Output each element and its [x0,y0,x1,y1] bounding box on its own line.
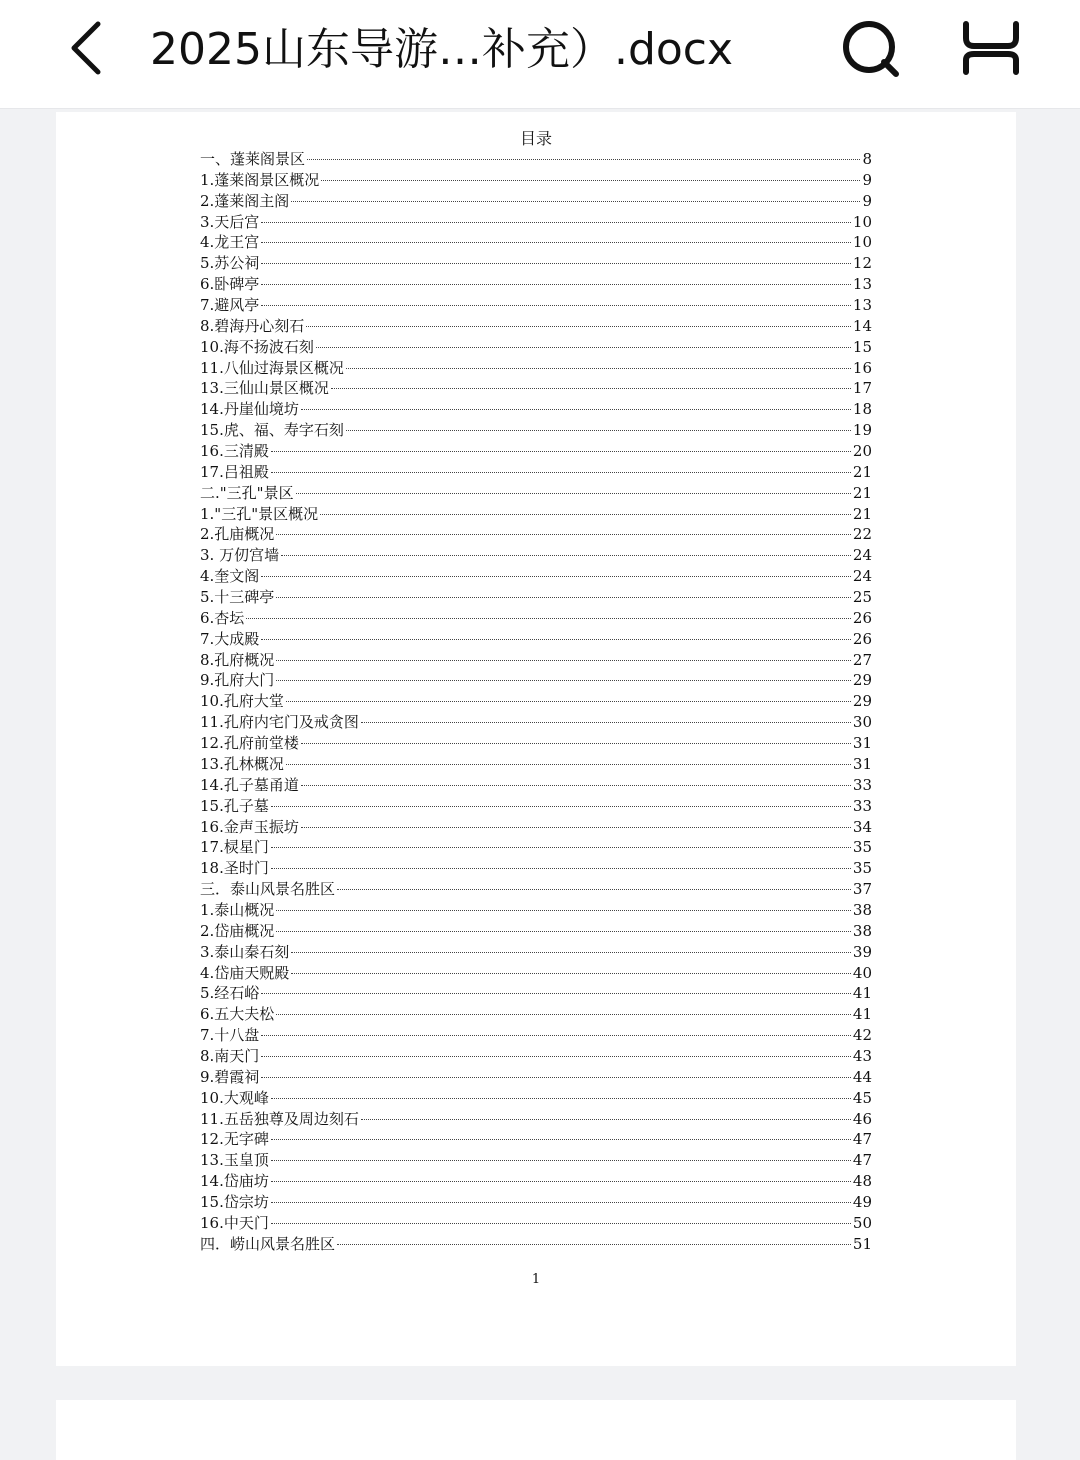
toc-entry[interactable] [200,565,872,586]
toc-dot-leader [316,347,851,348]
toc-entry-title: 10.大观峰 [200,1088,269,1107]
toc-entry[interactable] [200,169,872,190]
toc-entry[interactable] [200,294,872,315]
toc-entry-page: 9 [862,191,872,210]
toc-entry-page: 26 [852,629,872,648]
toc-dot-leader [291,973,851,974]
toc-entry[interactable] [200,607,872,628]
toc-entry-page: 31 [852,734,872,753]
toc-entry-page: 13 [852,275,872,294]
toc-entry-title: 4.岱庙天贶殿 [200,963,290,982]
toc-entry-page: 43 [852,1046,872,1065]
toc-dot-leader [271,1223,851,1224]
toc-entry[interactable] [200,315,872,336]
toc-entry-page: 29 [852,692,872,711]
toc-entry-title: 一、蓬莱阁景区 [200,150,306,168]
toc-entry-page: 42 [852,1026,872,1045]
toc-entry[interactable] [200,398,872,419]
toc-entry-title: 13.孔林概况 [200,754,284,773]
toc-dot-leader [261,1077,851,1078]
toc-entry-page: 41 [852,984,872,1003]
toc-entry-title: 13.玉皇顶 [200,1151,269,1170]
toc-entry[interactable] [200,1212,872,1233]
toc-entry[interactable] [200,878,872,899]
toc-entry-title: 6.卧碑亭 [200,275,260,294]
toc-entry-page: 41 [852,1005,872,1024]
toc-entry-title: 8.南天门 [200,1046,260,1065]
toc-dot-leader [291,201,860,202]
toc-entry-page: 16 [852,358,872,377]
toc-dot-leader [271,1202,851,1203]
toc-entry-title: 5.经石峪 [200,984,260,1003]
toc-dot-leader [346,430,851,431]
toc-entry-title: 6.杏坛 [200,608,245,627]
toc-entry[interactable] [200,1233,872,1254]
toc-heading: 目录 [519,129,552,148]
chevron-left-icon [62,18,114,78]
toc-entry-title: 3.泰山秦石刻 [200,942,290,961]
toc-entry-title: 15.岱宗坊 [200,1192,269,1211]
toc-entry-title: 2.孔庙概况 [200,525,275,544]
toc-entry-title: 1.蓬莱阁景区概况 [200,170,320,189]
toc-entry-title: 3.天后宫 [200,212,260,231]
toc-entry-page: 26 [852,608,872,627]
toc-entry-title: 5.苏公祠 [200,254,260,273]
toc-entry[interactable] [200,231,872,252]
toc-entry[interactable] [200,523,872,544]
toc-entry[interactable] [200,273,872,294]
toc-entry[interactable] [200,377,872,398]
toc-entry-title: 13.三仙山景区概况 [200,379,329,398]
toc-entry-page: 38 [852,900,872,919]
toc-entry-title: 9.碧霞祠 [200,1067,260,1086]
toc-entry[interactable] [200,857,872,878]
toc-entry-page: 18 [852,400,872,419]
toc-entry-title: 9.孔府大门 [200,671,275,690]
toc-dot-leader [301,743,851,744]
toc-entry-page: 12 [852,254,872,273]
toc-dot-leader [261,1035,851,1036]
toc-dot-leader [261,576,851,577]
toc-entry-page: 33 [852,796,872,815]
toc-dot-leader [331,388,851,389]
toc-dot-leader [261,1056,851,1057]
toc-entry-page: 31 [852,754,872,773]
toc-entry[interactable] [200,419,872,440]
toc-entry-page: 39 [852,942,872,961]
toc-entry-page: 21 [852,483,872,502]
toc-entry-title: 4.龙王宫 [200,233,260,252]
toc-entry[interactable] [200,440,872,461]
toc-entry-title: 6.五大夫松 [200,1005,275,1024]
toc-entry-page: 44 [852,1067,872,1086]
toc-entry-title: 17.棂星门 [200,838,269,857]
toc-entry-page: 47 [852,1151,872,1170]
toc-entry[interactable] [200,1024,872,1045]
toc-entry-title: 8.孔府概况 [200,650,275,669]
toc-entry-page: 14 [852,316,872,335]
toc-entry-title: 17.吕祖殿 [200,462,269,481]
toc-entry-page: 30 [852,713,872,732]
toc-entry-title: 16.三清殿 [200,442,269,461]
toc-entry[interactable] [200,1149,872,1170]
toc-entry[interactable] [200,1170,872,1191]
toc-dot-leader [301,827,851,828]
toc-entry[interactable] [200,711,872,732]
toc-dot-leader [346,368,851,369]
toc-entry-page: 46 [852,1109,872,1128]
toc-dot-leader [301,785,851,786]
toc-dot-leader [276,534,851,535]
toc-dot-leader [271,1181,851,1182]
toc-entry-title: 16.中天门 [200,1213,269,1232]
toc-entry-page: 22 [852,525,872,544]
toc-entry[interactable] [200,1128,872,1149]
toc-entry-title: 三．泰山风景名胜区 [200,880,336,899]
toc-entry-page: 38 [852,921,872,940]
toc-entry-title: 11.八仙过海景区概况 [200,358,344,377]
toc-dot-leader [261,222,851,223]
toc-entry[interactable] [200,816,872,837]
toc-entry-title: 11.孔府内宅门及戒贪图 [200,713,359,732]
toc-dot-leader [276,910,851,911]
toc-entry-page: 9 [862,170,872,189]
next-document-page [56,1400,1016,1460]
toc-entry-title: 14.孔子墓甬道 [200,775,299,794]
toc-dot-leader [271,472,851,473]
document-page [56,112,1016,1366]
toc-entry-title: 14.岱庙坊 [200,1172,269,1191]
toc-entry-title: 二."三孔"景区 [200,483,294,502]
toc-entry-page: 37 [852,880,872,899]
toc-entry-page: 49 [852,1192,872,1211]
toc-entry[interactable] [200,1066,872,1087]
search-icon [838,16,904,82]
toc-entry-page: 25 [852,588,872,607]
toc-entry-page: 50 [852,1213,872,1232]
toc-dot-leader [271,806,851,807]
table-of-contents [200,148,872,1254]
toc-dot-leader [261,639,851,640]
toc-entry-title: 4.奎文阁 [200,567,260,586]
toc-dot-leader [271,1139,851,1140]
toc-entry-title: 14.丹崖仙境坊 [200,400,299,419]
toc-dot-leader [261,263,851,264]
toc-dot-leader [271,868,851,869]
toc-entry-page: 20 [852,442,872,461]
toc-entry[interactable] [200,357,872,378]
toc-dot-leader [271,1098,851,1099]
toc-entry-title: 1."三孔"景区概况 [200,504,319,523]
toc-dot-leader [261,305,851,306]
toc-entry[interactable] [200,1087,872,1108]
top-navigation-bar [0,0,1080,109]
toc-entry-page: 48 [852,1172,872,1191]
toc-entry[interactable] [200,649,872,670]
toc-entry-page: 8 [862,150,872,168]
toc-entry[interactable] [200,544,872,565]
toc-dot-leader [281,555,851,556]
toc-entry-page: 35 [852,859,872,878]
toc-dot-leader [276,597,851,598]
search-button[interactable] [838,16,904,82]
toc-entry[interactable] [200,920,872,941]
menu-button[interactable] [958,16,1024,82]
toc-entry-title: 7.避风亭 [200,296,260,315]
toc-entry-title: 7.大成殿 [200,629,260,648]
toc-dot-leader [271,1160,851,1161]
toc-entry-title: 8.碧海丹心刻石 [200,316,305,335]
toc-dot-leader [291,952,851,953]
toc-entry-page: 24 [852,567,872,586]
toc-entry-page: 33 [852,775,872,794]
toc-dot-leader [320,514,851,515]
toc-entry[interactable] [200,1045,872,1066]
toc-entry[interactable] [200,1191,872,1212]
toc-dot-leader [361,1119,851,1120]
page-number: 1 [531,1272,541,1287]
toc-entry-title: 10.孔府大堂 [200,692,284,711]
toc-entry-title: 5.十三碑亭 [200,588,275,607]
toc-entry-page: 45 [852,1088,872,1107]
toc-entry-page: 29 [852,671,872,690]
toc-entry[interactable] [200,899,872,920]
toc-entry[interactable] [200,628,872,649]
toc-dot-leader [301,409,851,410]
toc-dot-leader [307,159,860,160]
toc-dot-leader [286,701,851,702]
toc-entry-title: 2.蓬莱阁主阁 [200,191,290,210]
toc-entry-title: 3. 万仞宫墙 [200,546,280,565]
toc-dot-leader [246,618,851,619]
toc-entry[interactable] [200,753,872,774]
toc-dot-leader [296,493,851,494]
toc-entry-page: 35 [852,838,872,857]
toc-entry[interactable] [200,148,872,169]
toc-entry[interactable] [200,1108,872,1129]
toc-entry[interactable] [200,732,872,753]
toc-entry[interactable] [200,690,872,711]
toc-entry-title: 11.五岳独尊及周边刻石 [200,1109,359,1128]
toc-dot-leader [276,931,851,932]
toc-dot-leader [276,660,851,661]
menu-icon [958,16,1024,82]
toc-entry-page: 51 [852,1234,872,1253]
toc-dot-leader [306,326,851,327]
toc-entry-page: 15 [852,337,872,356]
toc-entry[interactable] [200,190,872,211]
toc-entry-title: 1.泰山概况 [200,900,275,919]
toc-entry[interactable] [200,795,872,816]
toc-entry[interactable] [200,482,872,503]
toc-entry[interactable] [200,503,872,524]
toc-entry[interactable] [200,586,872,607]
toc-entry[interactable] [200,774,872,795]
toc-entry-page: 24 [852,546,872,565]
toc-dot-leader [337,889,851,890]
toc-entry-title: 2.岱庙概况 [200,921,275,940]
toc-entry-title: 12.无字碑 [200,1130,269,1149]
toc-dot-leader [321,180,860,181]
toc-entry-page: 17 [852,379,872,398]
toc-dot-leader [286,764,851,765]
toc-entry-title: 12.孔府前堂楼 [200,734,299,753]
toc-entry[interactable] [200,252,872,273]
toc-dot-leader [271,451,851,452]
toc-entry-page: 27 [852,650,872,669]
toc-entry-page: 10 [852,212,872,231]
toc-entry[interactable] [200,836,872,857]
toc-entry-page: 10 [852,233,872,252]
toc-entry-title: 16.金声玉振坊 [200,817,299,836]
toc-entry-page: 19 [852,421,872,440]
toc-entry-page: 40 [852,963,872,982]
toc-dot-leader [261,993,851,994]
document-title: 2025山东导游…补充）.docx [150,24,734,75]
toc-dot-leader [337,1244,851,1245]
toc-entry-title: 7.十八盘 [200,1026,260,1045]
toc-entry[interactable] [200,982,872,1003]
back-button[interactable] [62,18,114,78]
toc-entry[interactable] [200,669,872,690]
toc-entry[interactable] [200,461,872,482]
toc-entry-title: 15.虎、福、寿字石刻 [200,421,344,440]
toc-dot-leader [261,242,851,243]
toc-entry-page: 34 [852,817,872,836]
toc-entry-title: 四．崂山风景名胜区 [200,1234,336,1253]
toc-entry-page: 21 [852,462,872,481]
toc-entry[interactable] [200,211,872,232]
toc-dot-leader [276,1014,851,1015]
toc-entry-page: 47 [852,1130,872,1149]
toc-entry[interactable] [200,941,872,962]
toc-dot-leader [261,284,851,285]
toc-dot-leader [276,680,851,681]
toc-entry-title: 15.孔子墓 [200,796,269,815]
toc-entry[interactable] [200,336,872,357]
toc-dot-leader [361,722,851,723]
toc-entry-title: 10.海不扬波石刻 [200,337,314,356]
toc-entry-page: 13 [852,296,872,315]
toc-entry[interactable] [200,962,872,983]
toc-entry-page: 21 [852,504,872,523]
toc-entry[interactable] [200,1003,872,1024]
toc-entry-title: 18.圣时门 [200,859,269,878]
toc-dot-leader [271,847,851,848]
